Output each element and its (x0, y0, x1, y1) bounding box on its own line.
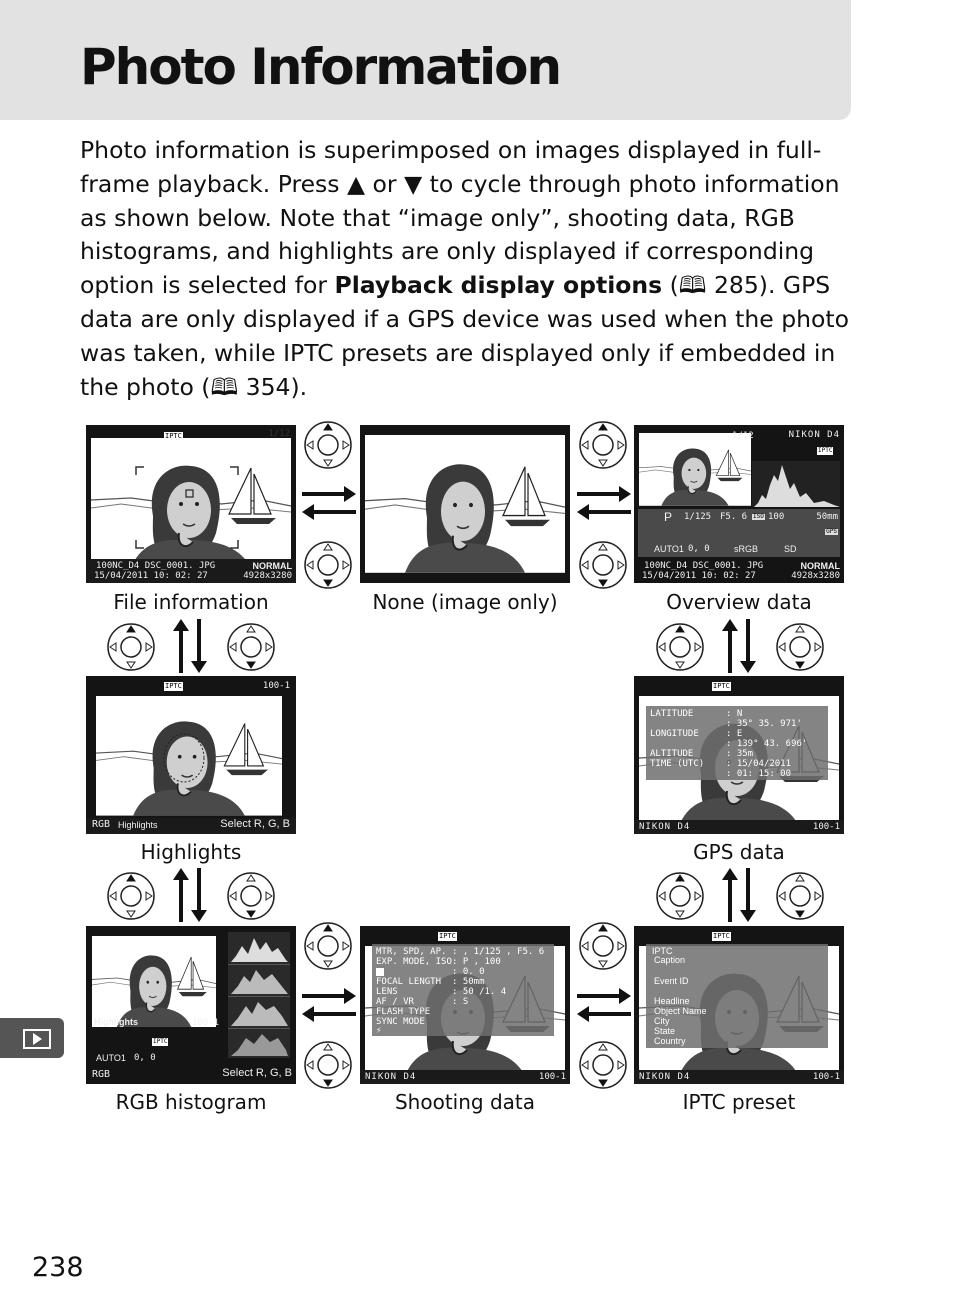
iptc-icon: IPTC (818, 447, 833, 454)
iptc-field-headline: Headline (654, 996, 690, 1006)
shutter-speed: 1/125 (684, 512, 712, 522)
image-quality: NORMAL (252, 561, 292, 571)
multi-selector-down-icon (226, 622, 276, 672)
caption-rgb-histogram: RGB histogram (115, 1090, 267, 1114)
time-value: : 01: 15: 00 (726, 769, 792, 779)
multi-selector-down-icon (775, 622, 825, 672)
rgb-highlights-label: Highlights (94, 1017, 138, 1027)
caption-shooting-data: Shooting data (394, 1090, 536, 1114)
cycle-arrows-1-2 (300, 486, 360, 522)
white-balance: AUTO1 (654, 544, 684, 554)
iptc-camera-name: NIKON D4 (639, 1072, 691, 1082)
select-rgb-hint: Select R, G, B (220, 818, 290, 830)
highlights-photo (86, 676, 296, 834)
exposure-mode: P (664, 510, 673, 524)
file-date: 15/04/2011 10: 02: 27 (94, 571, 208, 581)
longitude-label: LONGITUDE (650, 729, 699, 739)
longitude-value: : 139° 43. 696' (726, 739, 808, 749)
iptc-field-object-name: Object Name (654, 1006, 707, 1016)
row-af-vr: AF / VR (376, 997, 414, 1007)
val-mtr-spd-ap: : , 1/125 , F5. 6 (452, 947, 545, 957)
iptc-field-caption: Caption (654, 955, 686, 965)
aperture: F5. 6 (720, 512, 748, 522)
val-af-vr: : S (452, 997, 469, 1007)
row-focal-length: FOCAL LENGTH (376, 977, 442, 987)
val-focal-length: : 50mm (452, 977, 485, 987)
iptc-icon: IPTC (153, 1038, 168, 1045)
caption-gps: GPS data (693, 840, 785, 864)
image-only-photo (360, 425, 570, 583)
iptc-preset-screen (634, 926, 844, 1084)
shooting-folder-frame: 100-1 (538, 1072, 566, 1082)
multi-selector-up-icon (655, 871, 705, 921)
file-name: 100NC_D4 DSC_0001. JPG (96, 561, 216, 571)
altitude-label: ALTITUDE (650, 749, 694, 759)
overview-frame-number: 1/12 (732, 431, 754, 441)
gps-camera-name: NIKON D4 (639, 822, 691, 832)
shooting-camera-name: NIKON D4 (365, 1072, 417, 1082)
multi-selector-down-icon (303, 1040, 353, 1090)
rgb-label: RGB (92, 1069, 111, 1080)
iso-label: ISO (753, 513, 764, 520)
iso-value: 100 (768, 512, 785, 522)
rgb-histogram-screen (86, 926, 296, 1084)
intro-text-2: (🕮 285). GPS data are only displayed if a GPS device was used when the photo was taken, while IPTC presets are displayed only if embedded in the photo (🕮 354). (80, 271, 849, 401)
caption-file-information: File information (113, 590, 269, 614)
iptc-folder-frame: 100-1 (812, 1072, 840, 1082)
focal-length: 50mm (816, 512, 838, 522)
latitude-value: : 35° 35. 971' (726, 719, 802, 729)
exposure-comp-icon (376, 968, 384, 976)
caption-none: None (image only) (372, 590, 558, 614)
multi-selector-up-icon (578, 921, 628, 971)
multi-selector-up-icon (303, 921, 353, 971)
overview-file-date: 15/04/2011 10: 02: 27 (642, 571, 756, 581)
val-exp-mode-iso: : P , 100 (452, 957, 501, 967)
val-lens: : 50 /1. 4 (452, 987, 507, 997)
latitude-dir: : N (726, 709, 743, 719)
file-info-screen (86, 425, 296, 583)
time-label: TIME (UTC) (650, 759, 705, 769)
rgb-folder-frame: 100-1 (192, 1018, 220, 1028)
playback-display-options-link: Playback display options (334, 271, 663, 300)
page-title: Photo Information (80, 38, 561, 96)
overview-file-name: 100NC_D4 DSC_0001. JPG (644, 561, 764, 571)
cycle-arrows-6-7 (300, 988, 360, 1024)
rgb-label: RGB (92, 819, 111, 830)
flash-icon: ⚡ (376, 1026, 382, 1036)
gps-screen (634, 676, 844, 834)
image-size: 4928x3280 (243, 571, 292, 581)
image-only-screen (360, 425, 570, 583)
playback-tab (0, 1018, 64, 1058)
cycle-arrows-2-3 (575, 486, 635, 522)
row-exp-mode-iso: EXP. MODE, ISO (376, 957, 452, 967)
frame-number: 1/12 (268, 429, 290, 439)
iptc-icon: IPTC (713, 682, 730, 690)
multi-selector-up-icon (578, 420, 628, 470)
rgb-white-balance: AUTO1 (96, 1053, 126, 1063)
multi-selector-down-icon (578, 540, 628, 590)
multi-selector-down-icon (578, 1040, 628, 1090)
multi-selector-up-icon (655, 622, 705, 672)
iptc-field-event-id: Event ID (654, 976, 689, 986)
highlights-screen (86, 676, 296, 834)
row-sync-mode: SYNC MODE (376, 1017, 425, 1027)
multi-selector-down-icon (775, 871, 825, 921)
cycle-arrows-right-1 (722, 617, 758, 677)
caption-iptc-preset: IPTC preset (682, 1090, 796, 1114)
overview-screen (634, 425, 844, 583)
color-space: sRGB (734, 544, 759, 554)
highlights-label: Highlights (118, 820, 158, 830)
val-exposure-comp: : 0. 0 (452, 967, 485, 977)
multi-selector-up-icon (106, 622, 156, 672)
time-date: : 15/04/2011 (726, 759, 792, 769)
iptc-icon: IPTC (713, 932, 730, 940)
row-lens: LENS (376, 987, 398, 997)
longitude-dir: : E (726, 729, 743, 739)
wb-fine-tune: 0, 0 (688, 544, 710, 554)
folder-frame: 100-1 (262, 681, 290, 691)
multi-selector-up-icon (106, 871, 156, 921)
multi-selector-down-icon (226, 871, 276, 921)
iptc-icon: IPTC (165, 682, 182, 690)
iptc-field-country: Country (654, 1036, 686, 1046)
gps-icon: GPS (826, 528, 837, 535)
iptc-icon: IPTC (439, 932, 456, 940)
picture-control: SD (784, 544, 797, 554)
latitude-label: LATITUDE (650, 709, 694, 719)
camera-name: NIKON D4 (788, 430, 840, 440)
altitude-value: : 35m (726, 749, 754, 759)
overview-photo (634, 425, 844, 583)
cycle-arrows-left-1 (173, 617, 209, 677)
intro-text-1: Photo information is superimposed on images displayed in full-frame playback. Press ▲ or ▼ to cycle through photo information as shown below. Note that “image only”, shooting data, RGB histograms, and highlights are only displayed if corresponding option is selected for (80, 136, 840, 300)
intro-paragraph (80, 134, 855, 404)
overview-size: 4928x3280 (791, 571, 840, 581)
caption-highlights: Highlights (140, 840, 242, 864)
iptc-field-city: City (654, 1016, 670, 1026)
iptc-title: IPTC (652, 946, 673, 956)
gps-folder-frame: 100-1 (812, 822, 840, 832)
page-number: 238 (32, 1252, 84, 1283)
rgb-select-hint: Select R, G, B (222, 1067, 292, 1079)
cycle-arrows-left-2 (173, 866, 209, 926)
iptc-icon: IPTC (165, 432, 182, 440)
playback-icon (0, 1018, 64, 1058)
multi-selector-up-icon (303, 420, 353, 470)
caption-overview: Overview data (666, 590, 812, 614)
overview-quality: NORMAL (800, 561, 840, 571)
iptc-field-state: State (654, 1026, 676, 1036)
cycle-arrows-right-2 (722, 866, 758, 926)
shooting-data-screen (360, 926, 570, 1084)
cycle-arrows-7-8 (575, 988, 635, 1024)
multi-selector-down-icon (303, 540, 353, 590)
rgb-wb-fine: 0, 0 (134, 1053, 156, 1063)
row-mtr-spd-ap: MTR, SPD, AP. (376, 947, 447, 957)
row-flash-type: FLASH TYPE (376, 1007, 431, 1017)
